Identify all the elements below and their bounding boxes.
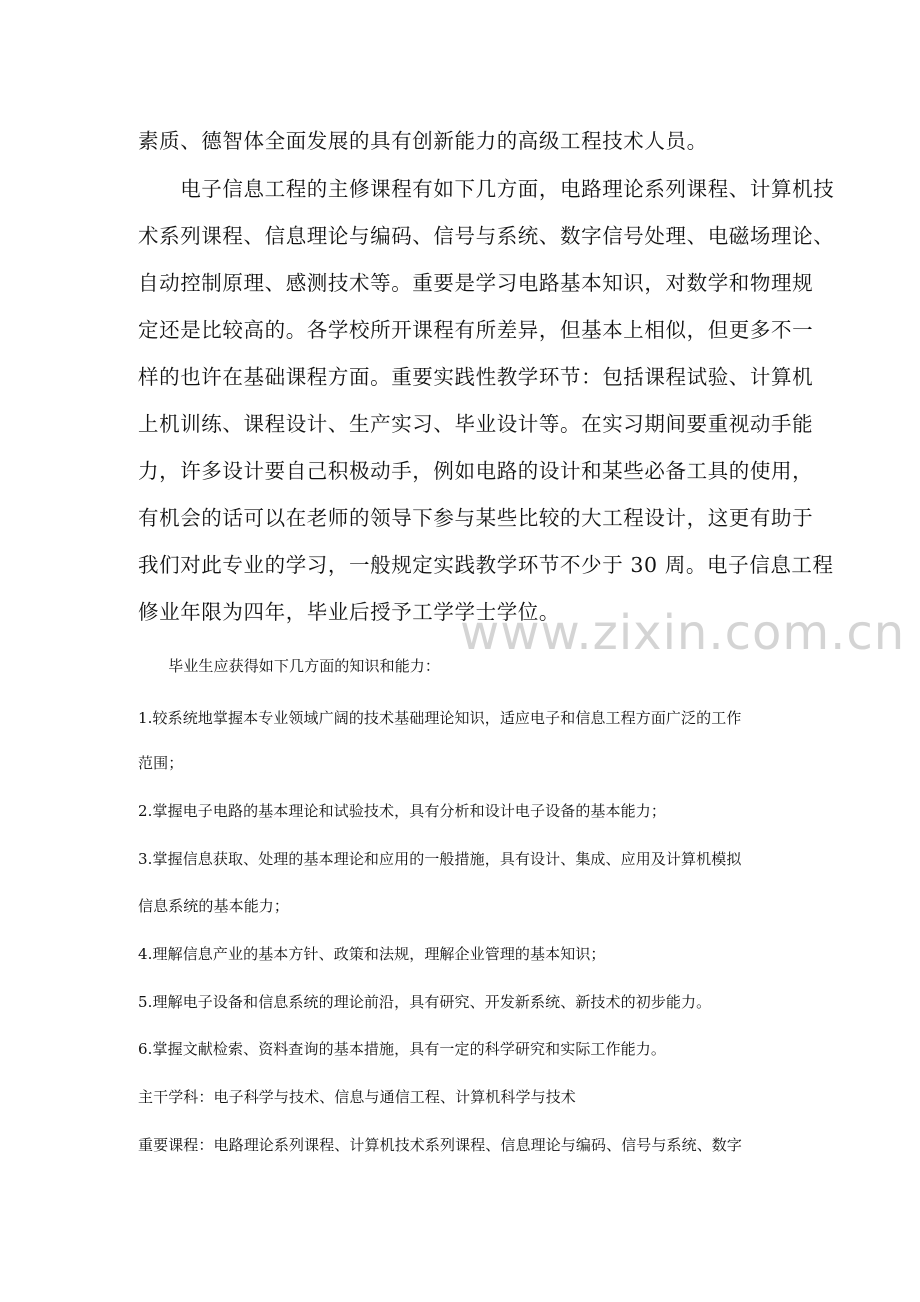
main-courses-line: 重要课程：电路理论系列课程、计算机技术系列课程、信息理论与编码、信号与系统、数字 (138, 1136, 743, 1154)
paragraph-line: 有机会的话可以在老师的领导下参与某些比较的大工程设计，这更有助于 (138, 506, 814, 530)
list-item-continuation: 范围； (138, 754, 184, 772)
paragraph-line: 定还是比较高的。各学校所开课程有所差异，但基本上相似，但更多不一 (138, 318, 814, 342)
paragraph-line: 我们对此专业的学习，一般规定实践教学环节不少于 30 周。电子信息工程 (138, 553, 834, 577)
list-item-continuation: 信息系统的基本能力； (138, 897, 290, 915)
paragraph-line: 自动控制原理、感测技术等。重要是学习电路基本知识，对数学和物理规 (138, 271, 814, 295)
paragraph-line: 素质、德智体全面发展的具有创新能力的高级工程技术人员。 (138, 129, 708, 153)
paragraph-line: 力，许多设计要自己积极动手，例如电路的设计和某些必备工具的使用， (138, 459, 814, 483)
list-item: 1.较系统地掌握本专业领域广阔的技术基础理论知识，适应电子和信息工程方面广泛的工作 (138, 709, 742, 727)
list-item: 4.理解信息产业的基本方针、政策和法规，理解企业管理的基本知识； (138, 945, 606, 963)
paragraph-line: 电子信息工程的主修课程有如下几方面，电路理论系列课程、计算机技 (138, 177, 835, 201)
section-heading: 毕业生应获得如下几方面的知识和能力： (138, 657, 441, 675)
list-item: 3.掌握信息获取、处理的基本理论和应用的一般措施，具有设计、集成、应用及计算机模拟 (138, 850, 742, 868)
watermark-text: www.zixin.com.cn (460, 605, 906, 661)
paragraph-line: 样的也许在基础课程方面。重要实践性教学环节：包括课程试验、计算机 (138, 365, 814, 389)
list-item: 5.理解电子设备和信息系统的理论前沿，具有研究、开发新系统、新技术的初步能力。 (138, 993, 712, 1011)
list-item: 6.掌握文献检索、资料查询的基本措施，具有一定的科学研究和实际工作能力。 (138, 1040, 666, 1058)
list-item: 2.掌握电子电路的基本理论和试验技术，具有分析和设计电子设备的基本能力； (138, 802, 666, 820)
paragraph-line: 修业年限为四年，毕业后授予工学学士学位。 (138, 600, 560, 624)
main-disciplines-line: 主干学科：电子科学与技术、信息与通信工程、计算机科学与技术 (138, 1088, 576, 1106)
paragraph-line: 术系列课程、信息理论与编码、信号与系统、数字信号处理、电磁场理论、 (138, 224, 835, 248)
paragraph-line: 上机训练、课程设计、生产实习、毕业设计等。在实习期间要重视动手能 (138, 412, 814, 436)
